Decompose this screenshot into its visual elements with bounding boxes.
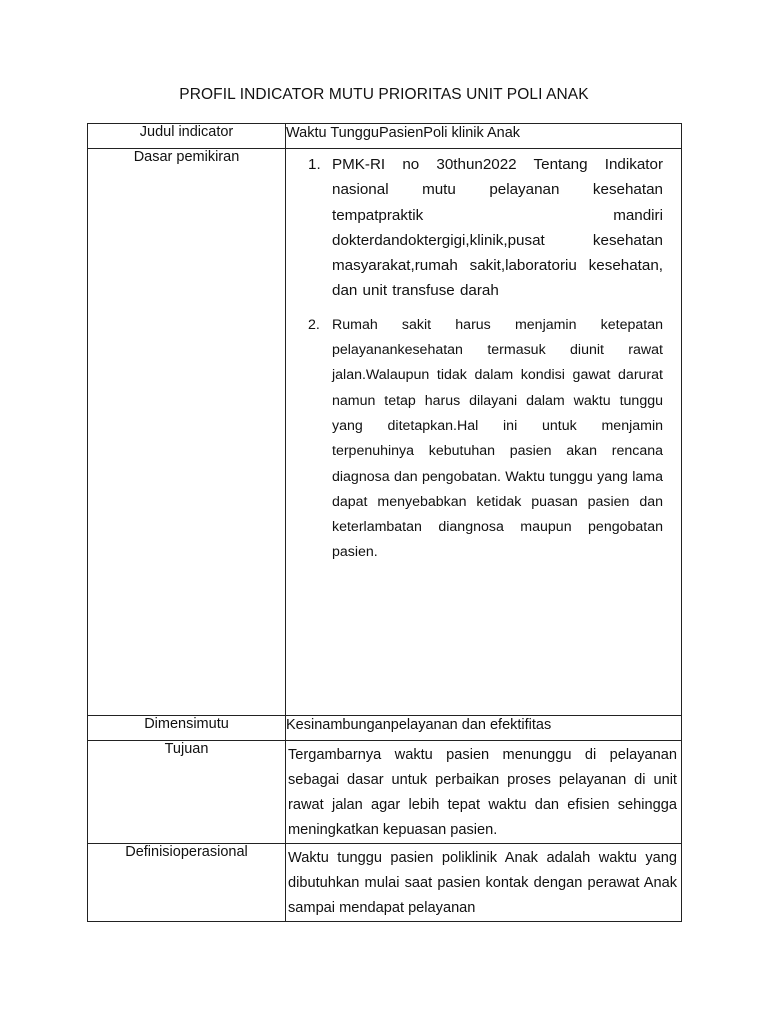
row-label-judul: Judul indicator (88, 124, 286, 149)
tujuan-text: Tergambarnya waktu pasien menunggu di pelayanan sebagai dasar untuk perbaikan proses pelayanan di unit rawat jalan agar lebih tepat waktu dan efisien sehingga meningkatkan kepuasan pasien. (288, 747, 677, 838)
row-value-judul: Waktu TungguPasienPoli klinik Anak (286, 124, 682, 149)
list-item (286, 308, 681, 568)
row-label-definisi: Definisioperasional (88, 844, 286, 922)
row-value-dimensi: Kesinambunganpelayanan dan efektifitas (286, 716, 682, 741)
table-row-definisi-operasional (88, 844, 682, 922)
table-row-tujuan (88, 741, 682, 844)
row-value-definisi (286, 844, 682, 922)
table-row-dimensi-mutu (88, 716, 682, 741)
table-row-judul-indicator (88, 124, 682, 149)
list-item-number: 2. (308, 316, 320, 333)
list-item (286, 149, 681, 308)
list-item-number: 1. (308, 156, 321, 173)
definisi-text: Waktu tunggu pasien poliklinik Anak adalah waktu yang dibutuhkan mulai saat pasien kontak dengan perawat Anak sampai mendapat pelayanan (288, 850, 677, 916)
document-title: PROFIL INDICATOR MUTU PRIORITAS UNIT POLI ANAK (179, 86, 589, 103)
indicator-profile-table (87, 123, 682, 922)
reasons-list (286, 149, 681, 568)
table-row-dasar-pemikiran (88, 149, 682, 716)
row-value-tujuan (286, 741, 682, 844)
row-label-tujuan: Tujuan (88, 741, 286, 844)
list-item-text: PMK-RI no 30thun2022 Tentang Indikator nasional mutu pelayanan kesehatan tempatpraktik mandiri dokterdandoktergigi,klinik,pusat kesehatan masyarakat,rumah sakit,laboratoriu kesehatan, dan unit transfuse darah (332, 156, 663, 300)
row-value-dasar (286, 149, 682, 716)
row-label-dasar: Dasar pemikiran (88, 149, 286, 716)
list-item-text: Rumah sakit harus menjamin ketepatan pelayanankesehatan termasuk diunit rawat jalan.Walaupun tidak dalam kondisi gawat darurat namun tetap harus dilayani dalam waktu tunggu yang ditetapkan.Hal ini untuk menjamin terpenuhinya kebutuhan pasien akan rencana diagnosa dan pengobatan. Waktu tunggu yang lama dapat menyebabkan ketidak puasan pasien dan keterlambatan diangnosa maupun pengobatan pasien. (332, 316, 663, 561)
row-label-dimensi: Dimensimutu (88, 716, 286, 741)
